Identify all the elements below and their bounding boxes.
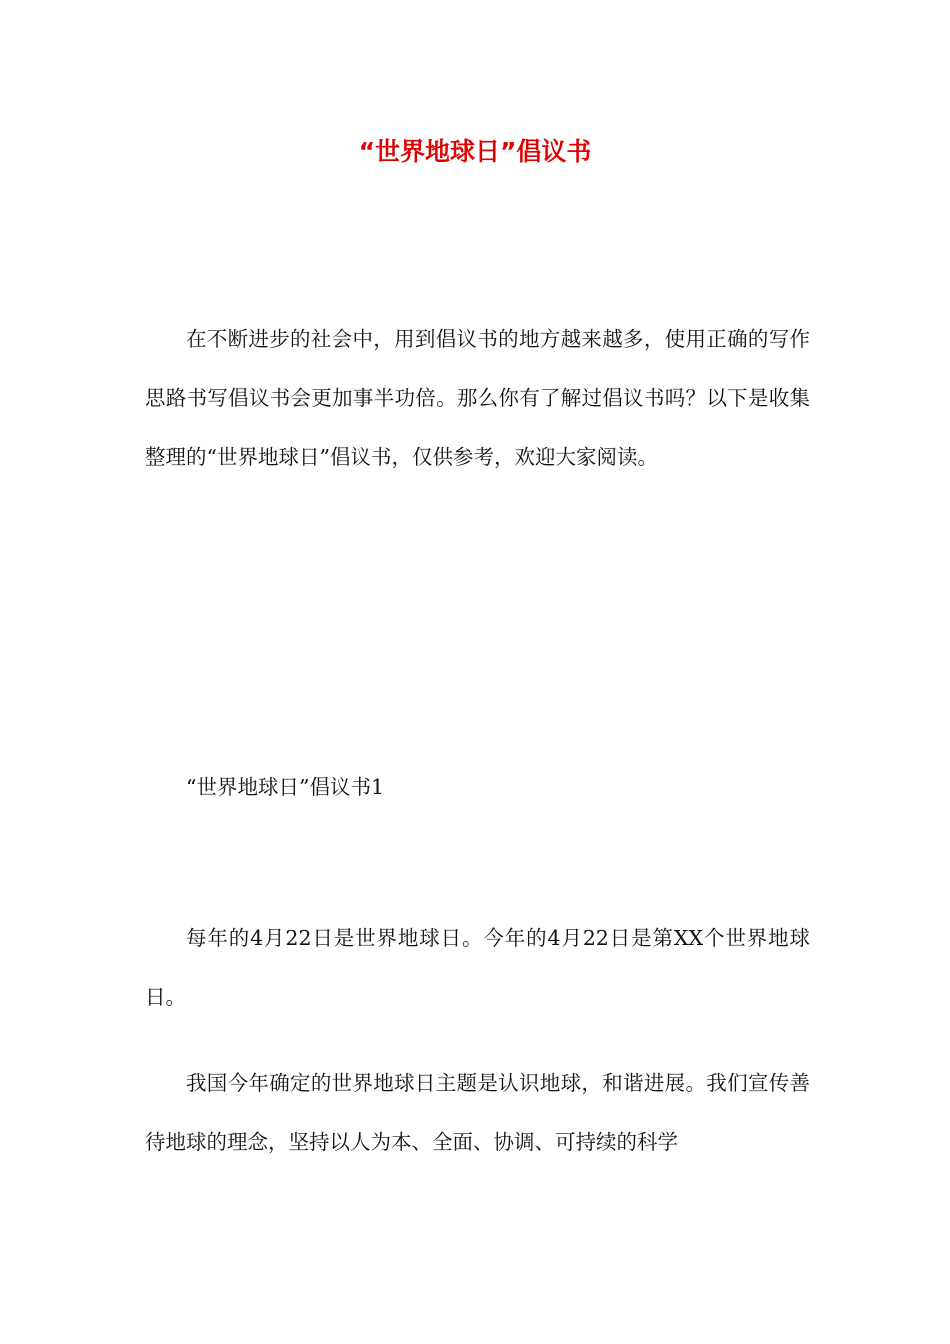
document-title: “世界地球日”倡议书 — [358, 137, 592, 166]
body-paragraph-2: 我国今年确定的世界地球日主题是认识地球，和谐进展。我们宣传善待地球的理念，坚持以人为本、全面、协调、可持续的科学 — [145, 1071, 810, 1154]
section-heading: “世界地球日”倡议书1 — [186, 775, 385, 799]
body-paragraph-1: 每年的4月22日是世界地球日。今年的4月22日是第XX个世界地球日。 — [145, 926, 810, 1009]
intro-paragraph: 在不断进步的社会中，用到倡议书的地方越来越多，使用正确的写作思路书写倡议书会更加事半功倍。那么你有了解过倡议书吗？以下是收集整理的“世界地球日”倡议书，仅供参考，欢迎大家阅读。 — [145, 327, 810, 469]
